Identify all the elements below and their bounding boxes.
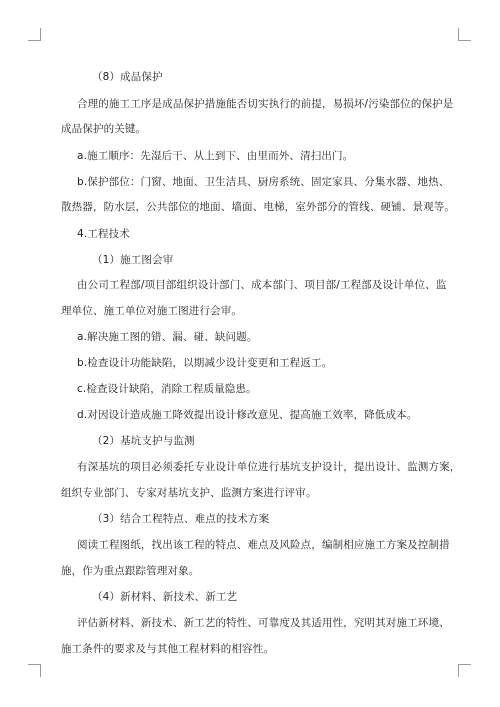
paragraph-line: 理单位、施工单位对施工图进行会审。 [61, 305, 243, 317]
list-item-construction-order: a.施工顺序：先湿后干、从上到下、由里而外、清扫出门。 [77, 150, 354, 162]
list-item-protected-parts: b.保护部位：门窗、地面、卫生洁具、厨房系统、固定家具、分集水器、地热、 [77, 176, 450, 188]
section-heading-drawing-review: （1）施工图会审 [92, 254, 174, 266]
section-heading-new-materials: （4）新材料、新技术、新工艺 [92, 591, 238, 603]
paragraph-line: 成品保护的关键。 [61, 123, 147, 135]
list-item-a: a.解决施工图的错、漏、碰、缺问题。 [77, 331, 258, 343]
paragraph-line: 散热器，防水层，公共部位的地面、墙面、电梯，室外部分的管线、硬铺、景观等。 [61, 201, 456, 213]
section-heading-engineering-technology: 4.工程技术 [77, 228, 130, 240]
paragraph-line: 评估新材料、新技术、新工艺的特性、可靠度及其适用性，究明其对施工环境、 [77, 617, 450, 629]
paragraph-line: 有深基坑的项目必须委托专业设计单位进行基坑支护设计，提出设计、监测方案， [77, 461, 461, 473]
paragraph-line: 合理的施工工序是成品保护措施能否切实执行的前提，易损坏/污染部位的保护是 [77, 98, 454, 110]
list-item-c: c.检查设计缺陷，消除工程质量隐患。 [77, 383, 257, 395]
paragraph-line: 施，作为重点跟踪管理对象。 [61, 565, 200, 577]
paragraph-line: 施工条件的要求及与其他工程材料的相容性。 [61, 643, 274, 655]
list-item-b: b.检查设计功能缺陷，以期减少设计变更和工程返工。 [77, 357, 333, 369]
section-heading-foundation-pit: （2）基坑支护与监测 [92, 435, 195, 447]
list-item-d: d.对因设计造成施工降效提出设计修改意见、提高施工效率，降低成本。 [77, 409, 418, 421]
paragraph-line: 由公司工程部/项目部组织设计部门、成本部门、项目部/工程部及设计单位、监 [77, 279, 447, 291]
section-heading-technical-scheme: （3）结合工程特点、难点的技术方案 [92, 513, 270, 525]
section-heading-product-protection: （8）成品保护 [92, 71, 163, 83]
paragraph-line: 组织专业部门、专家对基坑支护、监测方案进行评审。 [61, 487, 317, 499]
paragraph-line: 阅读工程图纸，找出该工程的特点、难点及风险点，编制相应施工方案及控制措 [77, 539, 450, 551]
